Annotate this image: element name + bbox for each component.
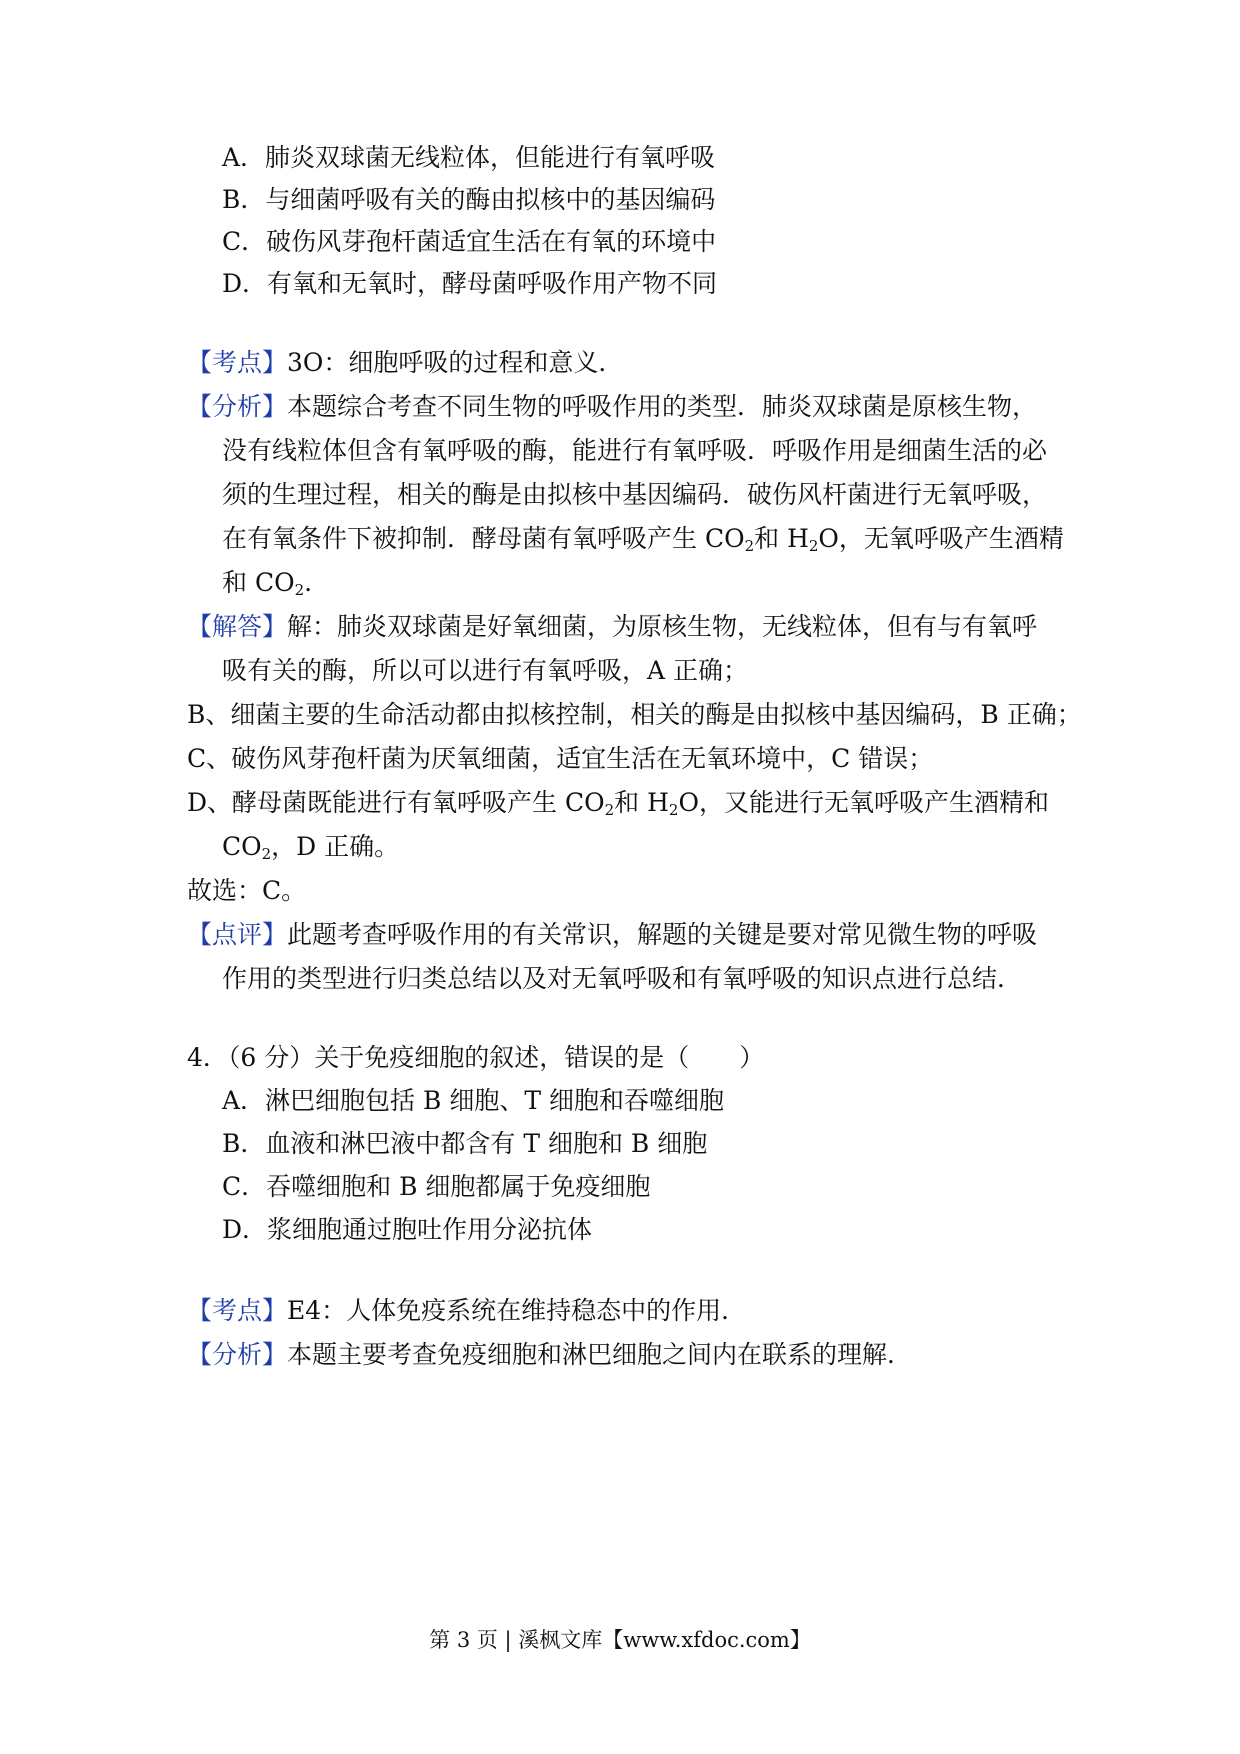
q4-stem: 4．（6 分）关于免疫细胞的叙述，错误的是（ ） xyxy=(187,1043,765,1072)
q3-jieda-d2 xyxy=(222,829,399,865)
subscript-2: 2 xyxy=(808,537,819,555)
q4-option-d: D．浆细胞通过胞吐作用分泌抗体 xyxy=(222,1215,593,1244)
q3-option-a: A．肺炎双球菌无线粒体，但能进行有氧呼吸 xyxy=(222,143,716,172)
q3-fenxi-line5-a: 和 CO xyxy=(222,568,295,597)
q4-kaodian xyxy=(187,1293,746,1329)
q3-jieda-d2-a: CO xyxy=(222,832,262,861)
q3-option-b: B．与细菌呼吸有关的酶由拟核中的基因编码 xyxy=(222,185,716,214)
q3-jieda-d2-b: ，D 正确。 xyxy=(271,832,400,861)
q4-fenxi xyxy=(187,1337,912,1373)
q3-jieda-d1-a: D、酵母菌既能进行有氧呼吸产生 CO xyxy=(187,788,605,817)
page-footer: 第 3 页 | 溪枫文库【www.xfdoc.com】 xyxy=(429,1628,811,1652)
q3-kaodian-text: 3O：细胞呼吸的过程和意义． xyxy=(287,348,624,377)
subscript-2: 2 xyxy=(604,801,615,819)
q3-choice: 故选：C。 xyxy=(187,876,307,905)
q3-dianping-tag: 【点评】 xyxy=(187,920,288,949)
q3-fenxi-line4-a: 在有氧条件下被抑制．酵母菌有氧呼吸产生 CO xyxy=(222,524,745,553)
q3-jieda-d1-c: O，又能进行无氧呼吸产生酒精和 xyxy=(678,788,1049,817)
q3-option-d: D．有氧和无氧时，酵母菌呼吸作用产物不同 xyxy=(222,269,718,298)
q4-option-a: A．淋巴细胞包括 B 细胞、T 细胞和吞噬细胞 xyxy=(222,1086,724,1115)
q3-fenxi-line2: 没有线粒体但含有氧呼吸的酶，能进行有氧呼吸．呼吸作用是细菌生活的必 xyxy=(222,436,1048,465)
q3-kaodian-tag: 【考点】 xyxy=(187,348,288,377)
q3-fenxi xyxy=(187,389,1037,425)
subscript-2: 2 xyxy=(668,801,679,819)
subscript-2: 2 xyxy=(294,581,305,599)
q4-option-b: B．血液和淋巴液中都含有 T 细胞和 B 细胞 xyxy=(222,1129,708,1158)
q3-jieda-b: B、细菌主要的生命活动都由拟核控制，相关的酶是由拟核中基因编码，B 正确； xyxy=(187,700,1082,729)
q4-option-c: C．吞噬细胞和 B 细胞都属于免疫细胞 xyxy=(222,1172,651,1201)
q3-fenxi-line5-b: . xyxy=(304,568,313,597)
q3-fenxi-line4-b: 和 H xyxy=(754,524,809,553)
q3-dianping-line2: 作用的类型进行归类总结以及对无氧呼吸和有氧呼吸的知识点进行总结． xyxy=(222,964,1023,993)
q3-jieda-line2: 吸有关的酶，所以可以进行有氧呼吸，A 正确； xyxy=(222,656,749,685)
q4-fenxi-tag: 【分析】 xyxy=(187,1340,288,1369)
q3-jieda-d1 xyxy=(187,785,1049,821)
subscript-2: 2 xyxy=(261,845,272,863)
q3-dianping xyxy=(187,917,1037,953)
subscript-2: 2 xyxy=(744,537,755,555)
q3-fenxi-tag: 【分析】 xyxy=(187,392,288,421)
q3-dianping-line1: 此题考查呼吸作用的有关常识，解题的关键是要对常见微生物的呼吸 xyxy=(287,920,1038,949)
q3-fenxi-line3: 须的生理过程，相关的酶是由拟核中基因编码．破伤风杆菌进行无氧呼吸， xyxy=(222,480,1048,509)
q3-jieda xyxy=(187,609,1037,645)
q3-fenxi-line4 xyxy=(222,521,1064,557)
q4-kaodian-text: E4：人体免疫系统在维持稳态中的作用． xyxy=(287,1296,747,1325)
q3-jieda-c: C、破伤风芽孢杆菌为厌氧细菌，适宜生活在无氧环境中，C 错误； xyxy=(187,744,934,773)
q3-fenxi-line1: 本题综合考查不同生物的呼吸作用的类型．肺炎双球菌是原核生物， xyxy=(287,392,1038,421)
q3-fenxi-line4-c: O，无氧呼吸产生酒精 xyxy=(818,524,1064,553)
q3-option-c: C．破伤风芽孢杆菌适宜生活在有氧的环境中 xyxy=(222,227,717,256)
q3-jieda-d1-b: 和 H xyxy=(614,788,669,817)
q3-fenxi-line5 xyxy=(222,565,312,601)
q3-jieda-tag: 【解答】 xyxy=(187,612,288,641)
q4-kaodian-tag: 【考点】 xyxy=(187,1296,288,1325)
q3-kaodian xyxy=(187,345,623,381)
q4-fenxi-text: 本题主要考查免疫细胞和淋巴细胞之间内在联系的理解． xyxy=(287,1340,913,1369)
q3-jieda-line1: 解：肺炎双球菌是好氧细菌，为原核生物，无线粒体，但有与有氧呼 xyxy=(287,612,1038,641)
